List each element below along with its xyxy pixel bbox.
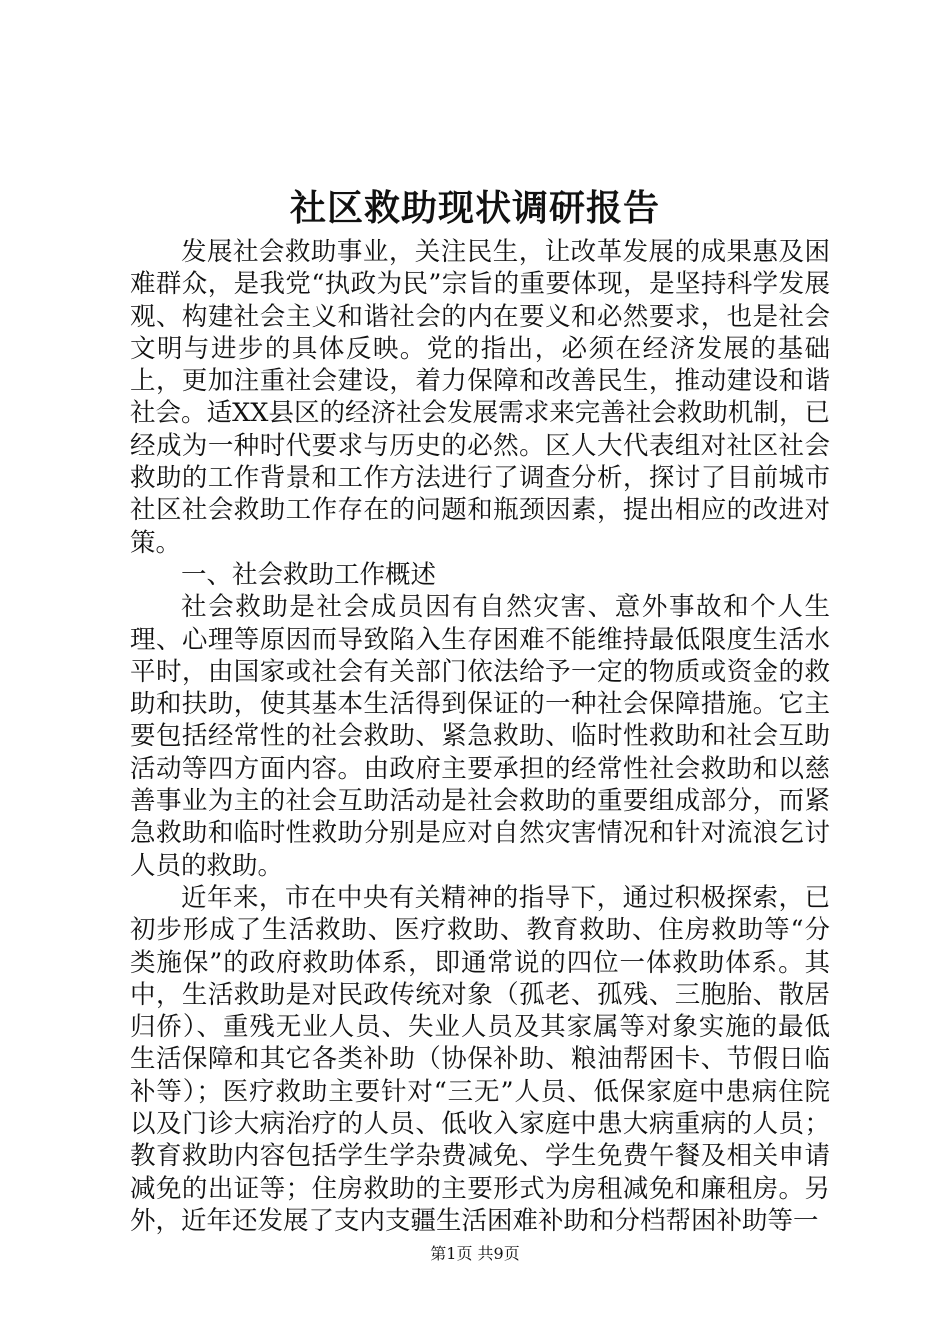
paragraph-recent: 近年来，市在中央有关精神的指导下，通过积极探索，已初步形成了生活救助、医疗救助、教育救助、住房救助等“分类施保”的政府救助体系，即通常说的四位一体救助体系。其中，生活救助是对民政传统对象（孤老、孤残、三胞胎、散居归侨）、重残无业人员、失业人员及其家属等对象实施的最低生活保障和其它各类补助（协保补助、粮油帮困卡、节假日临补等）；医疗救助主要针对“三无”人员、低保家庭中患病住院以及门诊大病治疗的人员、低收入家庭中患大病重病的人员；教育救助内容包括学生学杂费减免、学生免费午餐及相关申请减免的出证等；住房救助的主要形式为房租减免和廉租房。另外，近年还发展了支内支疆生活困难补助和分档帮困补助等一 — [130, 882, 830, 1236]
section-heading: 一、社会救助工作概述 — [181, 559, 437, 590]
page-footer: 第1页 共9页 — [430, 1244, 520, 1263]
document-title: 社区救助现状调研报告 — [289, 187, 660, 229]
document-body — [130, 236, 830, 1237]
paragraph-intro: 发展社会救助事业，关注民生，让改革发展的成果惠及困难群众，是我党“执政为民”宗旨的重要体现，是坚持科学发展观、构建社会主义和谐社会的内在要义和必然要求，也是社会文明与进步的具体反映。党的指出，必须在经济发展的基础上，更加注重社会建设，着力保障和改善民生，推动建设和谐社会。适XX县区的经济社会发展需求来完善社会救助机制，已经成为一种时代要求与历史的必然。区人大代表组对社区社会救助的工作背景和工作方法进行了调查分析，探讨了目前城市社区社会救助工作存在的问题和瓶颈因素，提出相应的改进对策。 — [130, 237, 830, 558]
paragraph-overview: 社会救助是社会成员因有自然灾害、意外事故和个人生理、心理等原因而导致陷入生存困难不能维持最低限度生活水平时，由国家或社会有关部门依法给予一定的物质或资金的救助和扶助，使其基本生活得到保证的一种社会保障措施。它主要包括经常性的社会救助、紧急救助、临时性救助和社会互助活动等四方面内容。由政府主要承担的经常性社会救助和以慈善事业为主的社会互助活动是社会救助的重要组成部分，而紧急救助和临时性救助分别是应对自然灾害情况和针对流浪乞讨人员的救助。 — [130, 592, 830, 881]
